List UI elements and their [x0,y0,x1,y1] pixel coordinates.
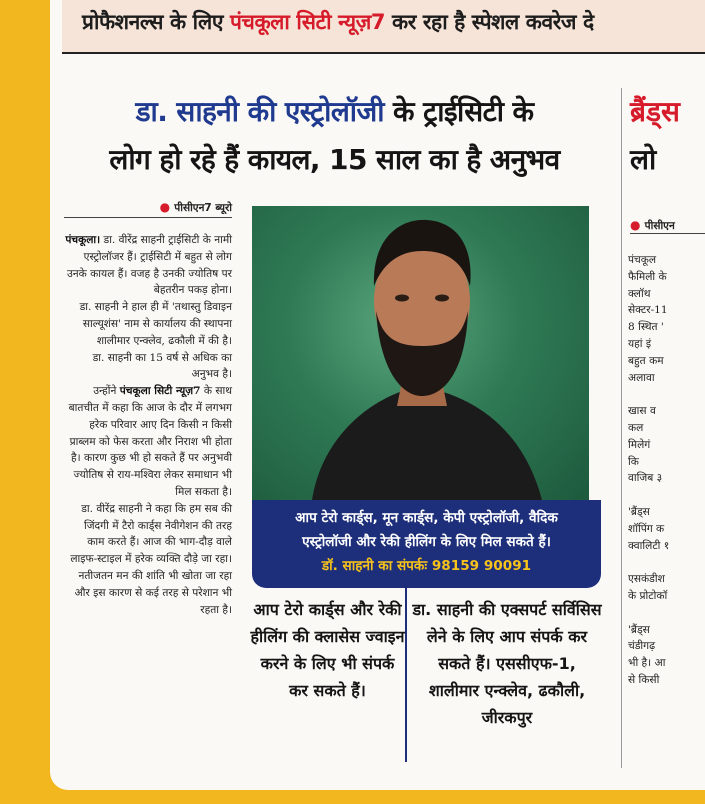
next-article-line: बहुत कम [628,354,664,367]
next-article-line: से किसी [628,673,660,686]
caption-line-1: आप टेरो कार्ड्स, मून कार्ड्स, केपी एस्ट्रोलॉजी, वैदिक [295,510,558,526]
caption-line-2: एस्ट्रोलॉजी और रेकी हीलिंग के लिए मिल सकते हैं। [302,534,551,550]
next-article-headline [630,88,705,184]
classes-info-box: आप टेरो कार्ड्स और रेकी हीलिंग की क्लासेस ज्वाइन करने के लिए भी संपर्क कर सकते हैं। [250,600,405,700]
next-article-line: फैमिली के [628,270,667,283]
right-eye [435,295,449,302]
next-article-line [628,554,705,571]
headline-highlight: डा. साहनी की एस्ट्रोलॉजी [135,95,384,128]
next-article-line: एसकंडीश [628,573,665,586]
article-headline [62,88,607,184]
next-article-line: पंचकूल [628,254,657,266]
dateline: पंचकूला। [65,234,101,246]
next-article-line [628,487,705,504]
next-article-line [628,605,705,622]
byline [64,200,232,218]
portrait-photo [252,206,589,500]
next-article-line: कल [628,421,644,434]
next-article-body [628,252,705,689]
left-eye [395,295,409,302]
next-article-line [628,386,705,403]
headline-line2: लोग हो रहे हैं कायल, 15 साल का है अनुभव [109,143,560,176]
article-body [64,232,232,618]
next-article-line: के प्रोटोकॉ [628,589,668,602]
next-article-line: 'ब्रैंड्स [628,623,650,636]
publication-name: पंचकूला सिटी न्यूज़7 [119,385,201,398]
byline-text: पीसीएन7 ब्यूरो [174,202,232,214]
next-article-line: मिलेगं [628,438,651,451]
article-paragraph: डा. वीरेंद्र साहनी ट्राईसिटी के नामी एस्ट्रोलॉजर हैं। ट्राईसिटी में बहुत से लोग उनके कायल हैं। वजह है उनकी ज्योतिष पर बेहतरीन पकड़ होना। [66,234,232,297]
article-paragraph: डा. साहनी का 15 वर्ष से अधिक का अनुभव है। [92,351,232,381]
next-article-line: वाजिब ३ [628,472,663,485]
banner-text: प्रोफैशनल्स के लिए [82,10,230,34]
photo-caption [252,500,601,588]
banner-text-end: कर रहा है स्पेशल कवरेज दे [385,10,594,34]
next-article-line: चंडीगढ़ [628,640,656,653]
next-article-line: खास व [628,405,656,418]
next-article-byline [630,218,705,234]
article-paragraph: डा. वीरेंद्र साहनी ने कहा कि हम सब की जिंदगी में टैरो कार्ड्स नेवीगेशन की तरह काम करते हैं। आज की भाग-दौड़ वाले लाइफ-स्टाइल में हरेक व्यक्ति दौड़े जा रहा। नतीजतन मन की शांति भी खोता जा रहा और इस कारण से कई तरह से परेशान भी रहता है। [70,502,232,616]
next-article-line: शॉपिंग क [628,522,665,535]
next-article-line: 'ब्रैंड्स [628,505,650,518]
next-article-line: कि [628,455,639,468]
next-article-line: सेक्टर-11 [628,304,668,317]
next-article-line: भी है। आ [628,657,666,670]
next-article-line: अलावा [628,371,655,384]
next-article-line: 8 स्थित ' [628,321,664,334]
contact-number: 98159 90091 [431,558,532,574]
address-info-box: डा. साहनी की एक्सपर्ट सर्विसिस लेने के लिए आप संपर्क कर सकते हैं। एससीएफ-1, शालीमार एन्क्लेव, ढकौली, जीरकपुर [412,600,602,727]
next-article-line: यहां इं [628,337,652,350]
article-paragraph: डा. साहनी ने हाल ही में 'तथास्तु डिवाइन साल्यूशंस' नाम से कार्यालय की स्थापना शालीमार एन्क्लेव, ढकौली में की है। [79,301,232,347]
portrait-illustration [252,206,589,500]
box-divider [405,588,407,762]
next-article-line: क्वालिटी १ [628,539,670,552]
next-headline-part2: लो [630,143,657,176]
top-banner [62,0,705,54]
banner-highlight: पंचकूला सिटी न्यूज़7 [229,10,386,34]
column-divider [621,88,622,768]
bullet-icon: ● [159,200,175,214]
next-article-line: क्लॉथ [628,287,651,300]
article-text: उन्होंने [93,385,120,398]
headline-line1-rest: के ट्राईसिटी के [383,95,534,128]
contact-label: डॉ. साहनी का संपर्कः [321,558,428,574]
bullet-icon: ● [630,218,645,232]
next-byline-text: पीसीएन [644,220,675,232]
article-text: के साथ बातचीत में कहा कि आज के दौर में लगभग हरेक परिवार आए दिन किसी न किसी प्राब्लम को फेस करता और निराश भी होता है। कारण कुछ भी हो सकते हैं पर अनुभवी ज्योतिष से राय-मश्विरा लेकर समाधान भी मिल सकता है। [68,385,232,498]
next-headline-part1: ब्रैंड्स [630,95,680,128]
